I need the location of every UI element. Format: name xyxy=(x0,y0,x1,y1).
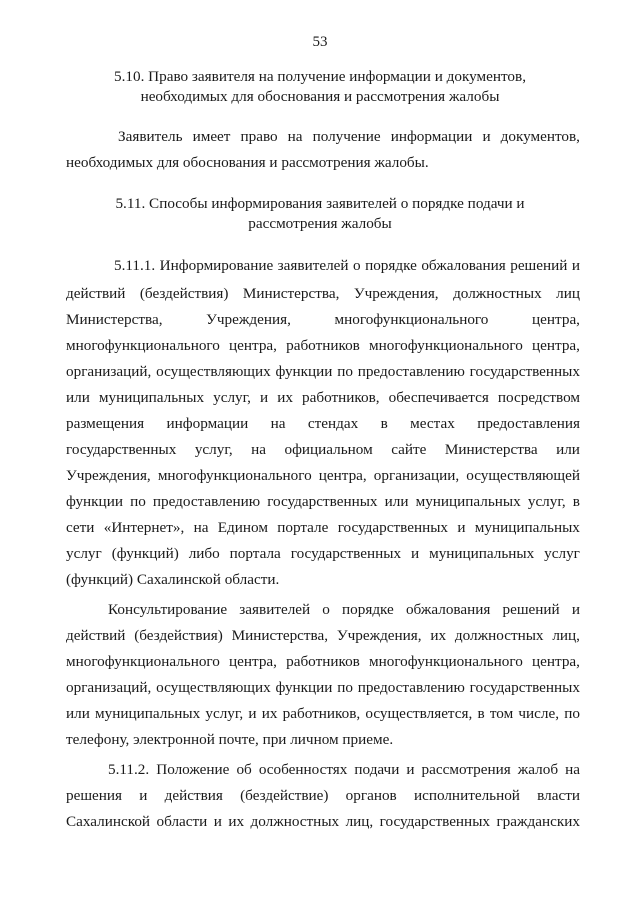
para-consult-line-6: телефону, электронной почте, при личном приеме. xyxy=(66,731,394,748)
para-consult-line-3: многофункционального центра, работников многофункционального центра, xyxy=(66,653,580,670)
heading-5-10-line-1: 5.10. Право заявителя на получение информации и документов, xyxy=(114,68,526,85)
para-consult-line-1: Консультирование заявителей о порядке обжалования решений и xyxy=(108,601,580,618)
para-5-11-1-line-10: функции по предоставлению государственных или муниципальных услуг, в xyxy=(66,493,580,510)
para-5-11-1-line-1: 5.11.1. Информирование заявителей о порядке обжалования решений и xyxy=(114,257,580,274)
para-5-11-1-line-5: организаций, осуществляющих функции по предоставлению государственных xyxy=(66,363,580,380)
para-5-11-1-line-13: (функций) Сахалинской области. xyxy=(66,571,280,588)
heading-5-10-line-2: необходимых для обоснования и рассмотрения жалобы xyxy=(140,88,500,105)
para-5-11-2-line-2: решения и действия (бездействие) органов исполнительной власти xyxy=(66,787,580,804)
para-5-11-1-line-11: сети «Интернет», на Едином портале государственных и муниципальных xyxy=(66,519,580,536)
para-5-10-line-2: необходимых для обоснования и рассмотрения жалобы. xyxy=(66,154,429,171)
para-5-11-1-line-3: Министерства, Учреждения, многофункционального центра, xyxy=(66,311,580,328)
heading-5-11-line-2: рассмотрения жалобы xyxy=(248,215,392,232)
para-5-11-1-line-4: многофункционального центра, работников многофункционального центра, xyxy=(66,337,580,354)
para-consult-line-2: действий (бездействия) Министерства, Учреждения, их должностных лиц, xyxy=(66,627,580,644)
para-5-11-1-line-7: размещения информации на стендах в местах предоставления xyxy=(66,415,580,432)
para-5-11-1-line-9: Учреждения, многофункционального центра, организации, осуществляющей xyxy=(66,467,580,484)
para-5-11-1-line-12: услуг (функций) либо портала государственных и муниципальных услуг xyxy=(66,545,580,562)
para-5-11-2-line-3: Сахалинской области и их должностных лиц, государственных гражданских xyxy=(66,813,580,830)
para-5-11-1-line-6: или муниципальных услуг, и их работников, обеспечивается посредством xyxy=(66,389,580,406)
para-5-10-line-1: Заявитель имеет право на получение информации и документов, xyxy=(118,128,580,145)
para-5-11-1-line-2: действий (бездействия) Министерства, Учреждения, должностных лиц xyxy=(66,285,580,302)
heading-5-11-line-1: 5.11. Способы информирования заявителей о порядке подачи и xyxy=(115,195,525,212)
para-5-11-1-line-8: государственных услуг, на официальном сайте Министерства или xyxy=(66,441,580,458)
page-number: 53 xyxy=(312,34,328,50)
para-5-11-2-line-1: 5.11.2. Положение об особенностях подачи и рассмотрения жалоб на xyxy=(108,761,580,778)
para-consult-line-5: или муниципальных услуг, и их работников, осуществляется, в том числе, по xyxy=(66,705,580,722)
para-consult-line-4: организаций, осуществляющих функции по предоставлению государственных xyxy=(66,679,580,696)
